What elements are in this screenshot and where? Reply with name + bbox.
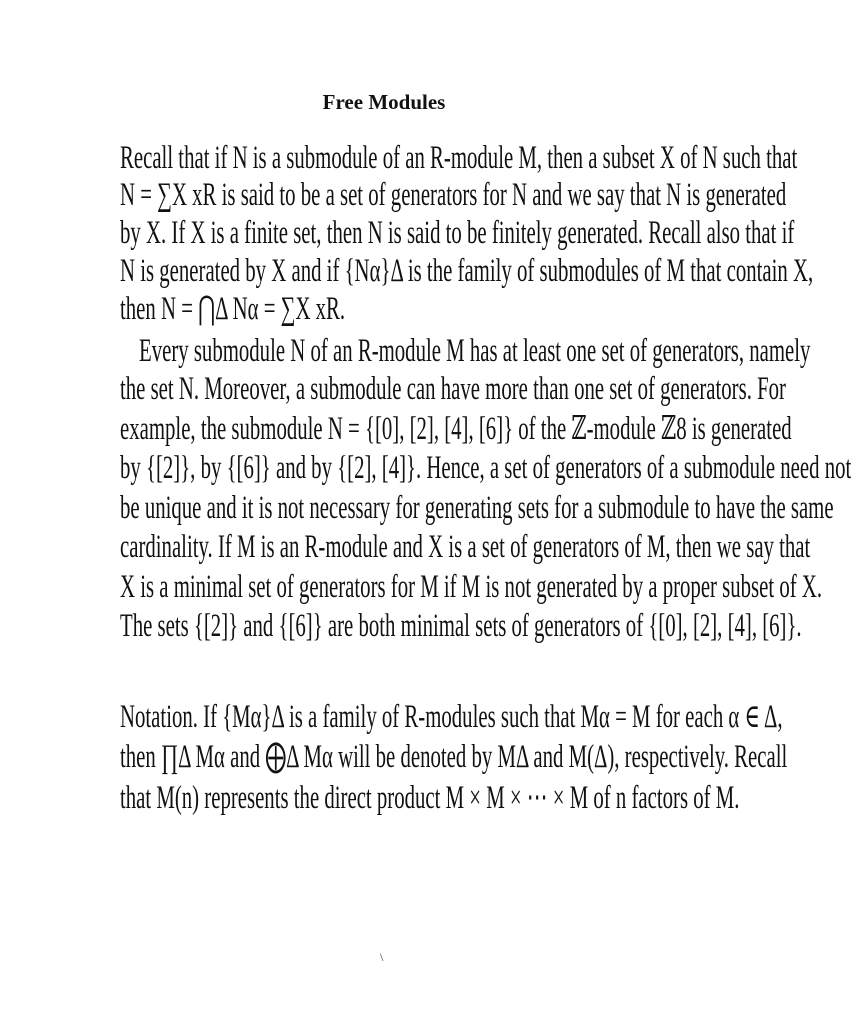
page-title: Free Modules [322, 90, 446, 114]
notation-line-1: Notation. If {Mα}Δ is a family of R-modules such that Mα = M for each α ∈ Δ, [120, 699, 783, 735]
paragraph-2-line-8: The sets {[2]} and {[6]} are both minimal sets of generators of {[0], [2], [4], [6]}. [120, 608, 802, 644]
notation-line-2: then ∏Δ Mα and ⨁Δ Mα will be denoted by MΔ and M(Δ), respectively. Recall [120, 739, 788, 775]
paragraph-2-line-2: the set N. Moreover, a submodule can have more than one set of generators. For [120, 371, 786, 407]
paragraph-2-line-4: by {[2]}, by {[6]} and by {[2], [4]}. Hence, a set of generators of a submodule need not [120, 450, 851, 486]
paragraph-1-line-2: N = ∑X xR is said to be a set of generators for N and we say that N is generated [120, 177, 787, 213]
paragraph-2-line-1: Every submodule N of an R-module M has at least one set of generators, namely [139, 333, 811, 369]
paragraph-2-line-6: cardinality. If M is an R-module and X is a set of generators of M, then we say that [120, 529, 811, 565]
paragraph-2-line-5: be unique and it is not necessary for generating sets for a submodule to have the same [120, 490, 834, 526]
notation-line-3: that M(n) represents the direct product M × M × ⋯ × M of n factors of M. [120, 780, 740, 816]
paragraph-2-line-3: example, the submodule N = {[0], [2], [4], [6]} of the ℤ-module ℤ8 is generated [120, 411, 792, 447]
footer-page-mark: \ [380, 950, 384, 964]
paragraph-1-line-1: Recall that if N is a submodule of an R-module M, then a subset X of N such that [120, 140, 798, 176]
paragraph-2-line-7: X is a minimal set of generators for M if M is not generated by a proper subset of X. [120, 569, 823, 605]
paragraph-1-line-3: by X. If X is a finite set, then N is said to be finitely generated. Recall also that if [120, 215, 795, 251]
paragraph-1-line-4: N is generated by X and if {Nα}Δ is the family of submodules of M that contain X, [120, 253, 814, 289]
paragraph-1-line-5: then N = ⋂Δ Nα = ∑X xR. [120, 291, 346, 327]
